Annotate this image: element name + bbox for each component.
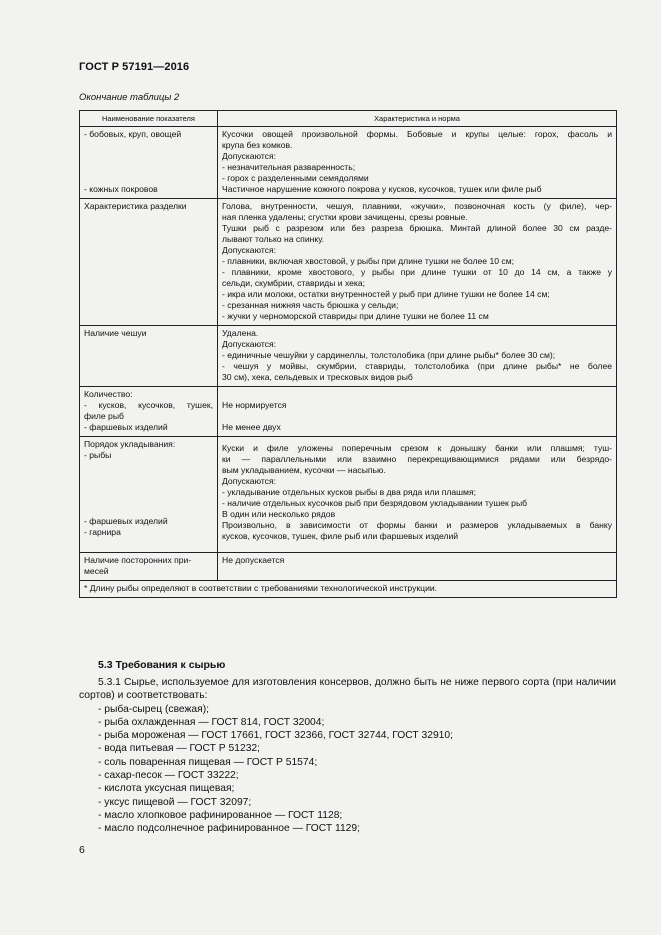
row-text: Не нормируется	[222, 400, 287, 410]
section-paragraph: 5.3.1 Сырье, используемое для изготовления консервов, должно быть не ниже первого сорта (при наличии сортов) и соответствовать:	[79, 677, 616, 702]
row-text: вым укладыванием, кусочки — насыпью.	[222, 465, 386, 475]
row-value-cell	[218, 553, 617, 581]
row-text: лывают только на спинку.	[222, 234, 325, 244]
row-name: - гарнира	[84, 527, 121, 537]
list-item: - масло хлопковое рафинированное — ГОСТ 1128;	[98, 809, 343, 821]
row-text: - плавники, включая хвостовой, у рыбы при длине тушки не более 10 см;	[222, 256, 515, 266]
section-body	[79, 676, 616, 836]
row-value-cell	[218, 437, 617, 553]
row-text: Не менее двух	[222, 422, 281, 432]
list-item: - кислота уксусная пищевая;	[98, 783, 235, 795]
row-text: - чешуя у мойвы, скумбрии, ставриды, толстолобика (при длине рыбы* не более	[222, 361, 612, 371]
row-name: - кусков, кусочков, тушек,	[84, 400, 213, 410]
row-name-cell	[80, 199, 218, 326]
col-header-value: Характеристика и норма	[218, 111, 617, 127]
document-header: ГОСТ Р 57191—2016	[79, 61, 190, 73]
row-name: - фаршевых изделий	[84, 422, 168, 432]
spec-table	[79, 110, 617, 598]
row-text: Допускаются:	[222, 151, 277, 161]
row-name-cell	[80, 127, 218, 199]
table-row	[80, 199, 617, 326]
table-row	[80, 127, 617, 199]
row-name: филе рыб	[84, 411, 124, 421]
row-name: Характеристика разделки	[84, 201, 187, 211]
row-text: - срезанная нижняя часть брюшка у сельди;	[222, 300, 399, 310]
row-text: сельди, скумбрии, ставриды и хека;	[222, 278, 366, 288]
list-item: - сахар-песок — ГОСТ 33222;	[98, 770, 239, 782]
table-header-row	[80, 111, 617, 127]
row-text: ная пленка удалены; сгустки крови зачищены, срезы ровные.	[222, 212, 468, 222]
row-text: Произвольно, в зависимости от формы банки и размеров укладываемых в банку	[222, 520, 612, 530]
row-text: 30 см), хека, сельдевых и тресковых видов рыб	[222, 372, 413, 382]
list-item: - рыба-сырец (свежая);	[98, 703, 210, 715]
row-name: Наличие чешуи	[84, 328, 147, 338]
list-item: - рыба мороженая — ГОСТ 17661, ГОСТ 32366, ГОСТ 32744, ГОСТ 32910;	[98, 730, 453, 742]
table-footnote: * Длину рыбы определяют в соответствии с требованиями технологической инструкции.	[80, 581, 617, 598]
row-value-cell	[218, 387, 617, 437]
row-text: - единичные чешуйки у сардинеллы, толстолобика (при длине рыбы* более 30 см);	[222, 350, 556, 360]
row-text: Голова, внутренности, чешуя, плавники, «жучки», позвоночная кость (у филе), чер-	[222, 201, 612, 211]
page-number: 6	[79, 844, 85, 856]
section-title: 5.3 Требования к сырью	[98, 659, 226, 671]
row-text: Допускаются:	[222, 245, 277, 255]
table-footnote-row	[80, 581, 617, 598]
row-name: - фаршевых изделий	[84, 516, 168, 526]
row-name-cell	[80, 387, 218, 437]
list-item: - уксус пищевой — ГОСТ 32097;	[98, 796, 252, 808]
row-text: ки — параллельными или взаимно перекрещивающимися рядами или безрядо-	[222, 454, 612, 464]
row-name: - бобовых, круп, овощей	[84, 129, 182, 139]
row-text: Частичное нарушение кожного покрова у кусков, кусочков, тушек или филе рыб	[222, 184, 542, 194]
table-row	[80, 553, 617, 581]
list-item: - соль поваренная пищевая — ГОСТ Р 51574;	[98, 756, 318, 768]
row-text: Тушки рыб с разрезом или без разреза брюшка. Минтай длиной более 30 см разде-	[222, 223, 612, 233]
row-text: Допускаются:	[222, 476, 277, 486]
row-name: - кожных покровов	[84, 184, 158, 194]
row-text: - плавники, кроме хвостового, у рыбы при длине тушки от 10 до 14 см, а также у	[222, 267, 612, 277]
row-value-cell	[218, 199, 617, 326]
row-name: Наличие посторонних при-	[84, 555, 192, 565]
row-text: Кусочки овощей произвольной формы. Бобовые и крупы целые: горох, фасоль и	[222, 129, 612, 139]
row-text: Допускаются:	[222, 339, 277, 349]
row-text: - жучки у черноморской ставриды при длине тушки не более 11 см	[222, 311, 489, 321]
table-row	[80, 387, 617, 437]
table-row	[80, 326, 617, 387]
table-row	[80, 437, 617, 553]
row-name-cell	[80, 326, 218, 387]
row-text: - незначительная разваренность;	[222, 162, 356, 172]
row-text: Куски и филе уложены поперечным срезом к донышку банки или плашмя; туш-	[222, 443, 612, 453]
list-item: - масло подсолнечное рафинированное — ГОСТ 1129;	[98, 823, 360, 835]
row-text: - икра или молоки, остатки внутренностей у рыб при длине тушки не более 14 см;	[222, 289, 550, 299]
row-name: Порядок укладывания:	[84, 439, 176, 449]
row-text: - горох с разделенными семядолями	[222, 173, 369, 183]
row-text: - укладывание отдельных кусков рыбы в два ряда или плашмя;	[222, 487, 476, 497]
row-name: - рыбы	[84, 450, 112, 460]
table-caption: Окончание таблицы 2	[79, 92, 180, 103]
row-value-cell	[218, 127, 617, 199]
list-item: - вода питьевая — ГОСТ Р 51232;	[98, 743, 261, 755]
row-text: Удалена.	[222, 328, 259, 338]
row-name-cell	[80, 553, 218, 581]
row-value-cell	[218, 326, 617, 387]
row-text: - наличие отдельных кусочков рыб при безрядовом укладывании тушек рыб	[222, 498, 528, 508]
row-text: Не допускается	[222, 555, 285, 565]
row-name-cell	[80, 437, 218, 553]
row-text: В один или несколько рядов	[222, 509, 336, 519]
col-header-name: Наименование показателя	[80, 111, 218, 127]
row-text: крупа без комков.	[222, 140, 293, 150]
list-item: - рыба охлажденная — ГОСТ 814, ГОСТ 32004;	[98, 716, 325, 728]
row-name: месей	[84, 566, 109, 576]
row-text: кусков, кусочков, тушек, филе рыб или фаршевых изделий	[222, 531, 459, 541]
row-name: Количество:	[84, 389, 133, 399]
